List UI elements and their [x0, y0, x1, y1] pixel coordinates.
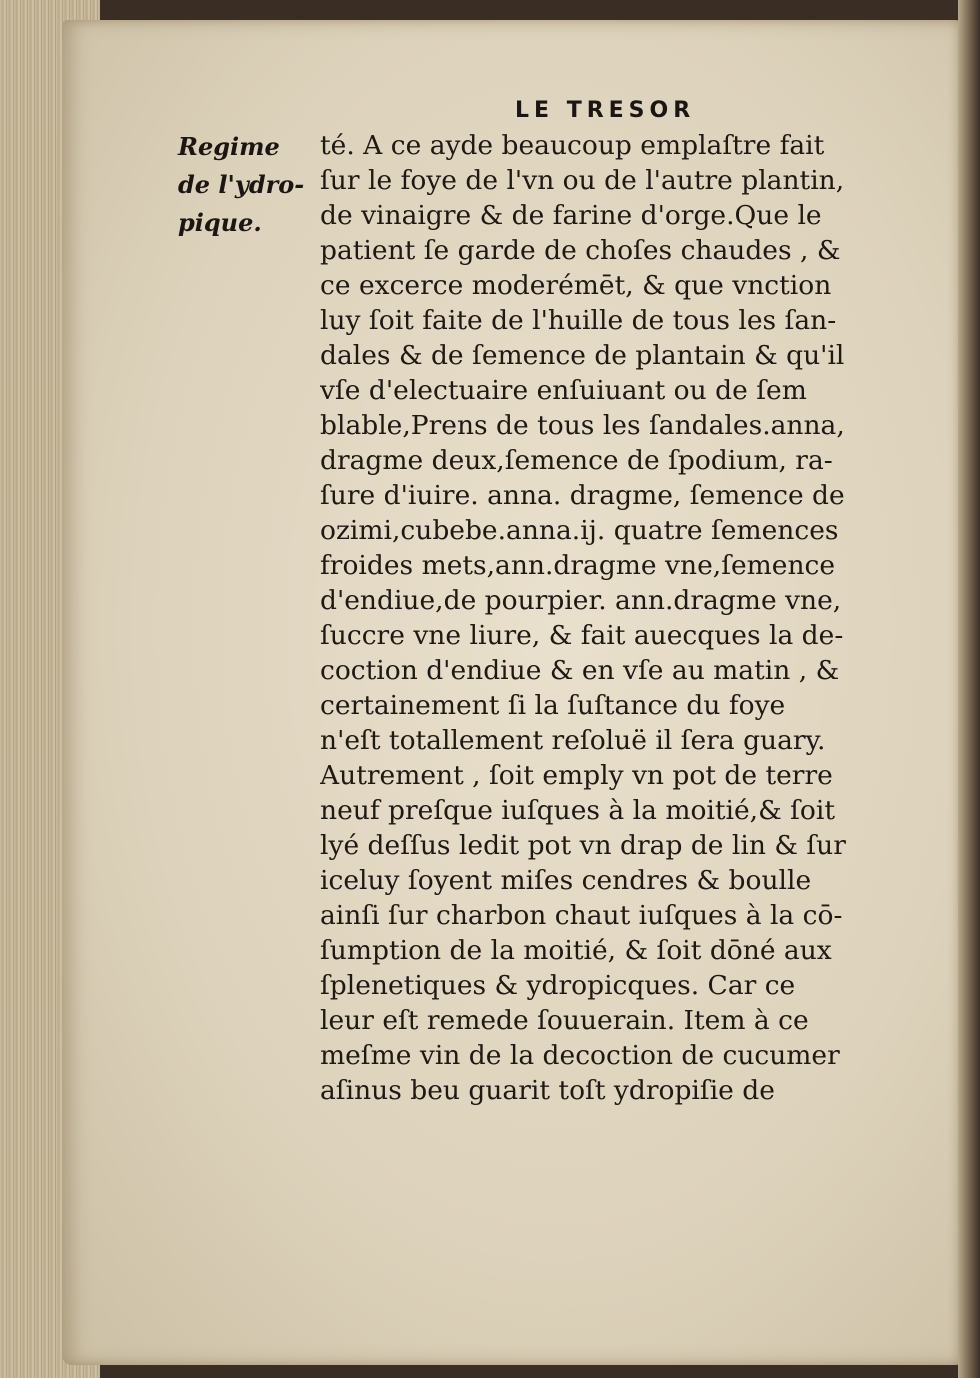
text-line: ſuccre vne liure, & fait auecques la de-: [320, 620, 844, 651]
text-line: ce excerce moderémēt, & que vnction: [320, 270, 832, 301]
text-line: Autrement , ſoit emply vn pot de terre: [320, 760, 833, 791]
text-line: coction d'endiue & en vſe au matin , &: [320, 655, 840, 686]
page-gutter-shadow: [958, 0, 980, 1378]
text-line: froides mets,ann.dragme vne,ſemence: [320, 550, 836, 581]
text-line: lyé deſſus ledit pot vn drap de lin & ſur: [320, 830, 846, 861]
running-head: LE TRESOR: [515, 98, 696, 123]
text-line: meſme vin de la decoction de cucumer: [320, 1040, 840, 1071]
text-line: leur eſt remede ſouuerain. Item à ce: [320, 1005, 809, 1036]
marginal-note-line: Regime: [178, 132, 280, 161]
text-line: dales & de ſemence de plantain & qu'il: [320, 340, 845, 371]
text-line: vſe d'electuaire enſuiuant ou de ſem: [320, 375, 807, 406]
text-line: ſur le foye de l'vn ou de l'autre plantin,: [320, 165, 845, 196]
text-line: neuf preſque iuſques à la moitié,& ſoit: [320, 795, 836, 826]
text-line: certainement ſi la ſuſtance du foye: [320, 690, 786, 721]
text-line: blable,Prens de tous les ſandales.anna,: [320, 410, 845, 441]
text-line: ſumption de la moitié, & ſoit dōné aux: [320, 935, 832, 966]
text-line: ſplenetiques & ydropicques. Car ce: [320, 970, 796, 1001]
marginal-note-line: pique.: [178, 208, 262, 237]
text-line: ſure d'iuire. anna. dragme, ſemence de: [320, 480, 845, 511]
text-line: té. A ce ayde beaucoup emplaſtre fait: [320, 130, 825, 161]
text-line: d'endiue,de pourpier. ann.dragme vne,: [320, 585, 842, 616]
text-line: n'eſt totallement reſoluë il ſera guary.: [320, 725, 826, 756]
text-line: ainſi ſur charbon chaut iuſques à la cō-: [320, 900, 843, 931]
text-line: patient ſe garde de choſes chaudes , &: [320, 235, 841, 266]
body-text: [320, 128, 920, 1108]
marginal-note-line: de l'ydro-: [178, 170, 305, 199]
marginal-note: [178, 128, 318, 242]
text-line: luy ſoit faite de l'huille de tous les ſan-: [320, 305, 837, 336]
text-line: de vinaigre & de farine d'orge.Que le: [320, 200, 822, 231]
text-line: dragme deux,ſemence de ſpodium, ra-: [320, 445, 833, 476]
text-line: ozimi,cubebe.anna.ij. quatre ſemences: [320, 515, 839, 546]
text-line: aſinus beu guarit toſt ydropiſie de: [320, 1075, 775, 1106]
text-line: iceluy ſoyent miſes cendres & boulle: [320, 865, 812, 896]
